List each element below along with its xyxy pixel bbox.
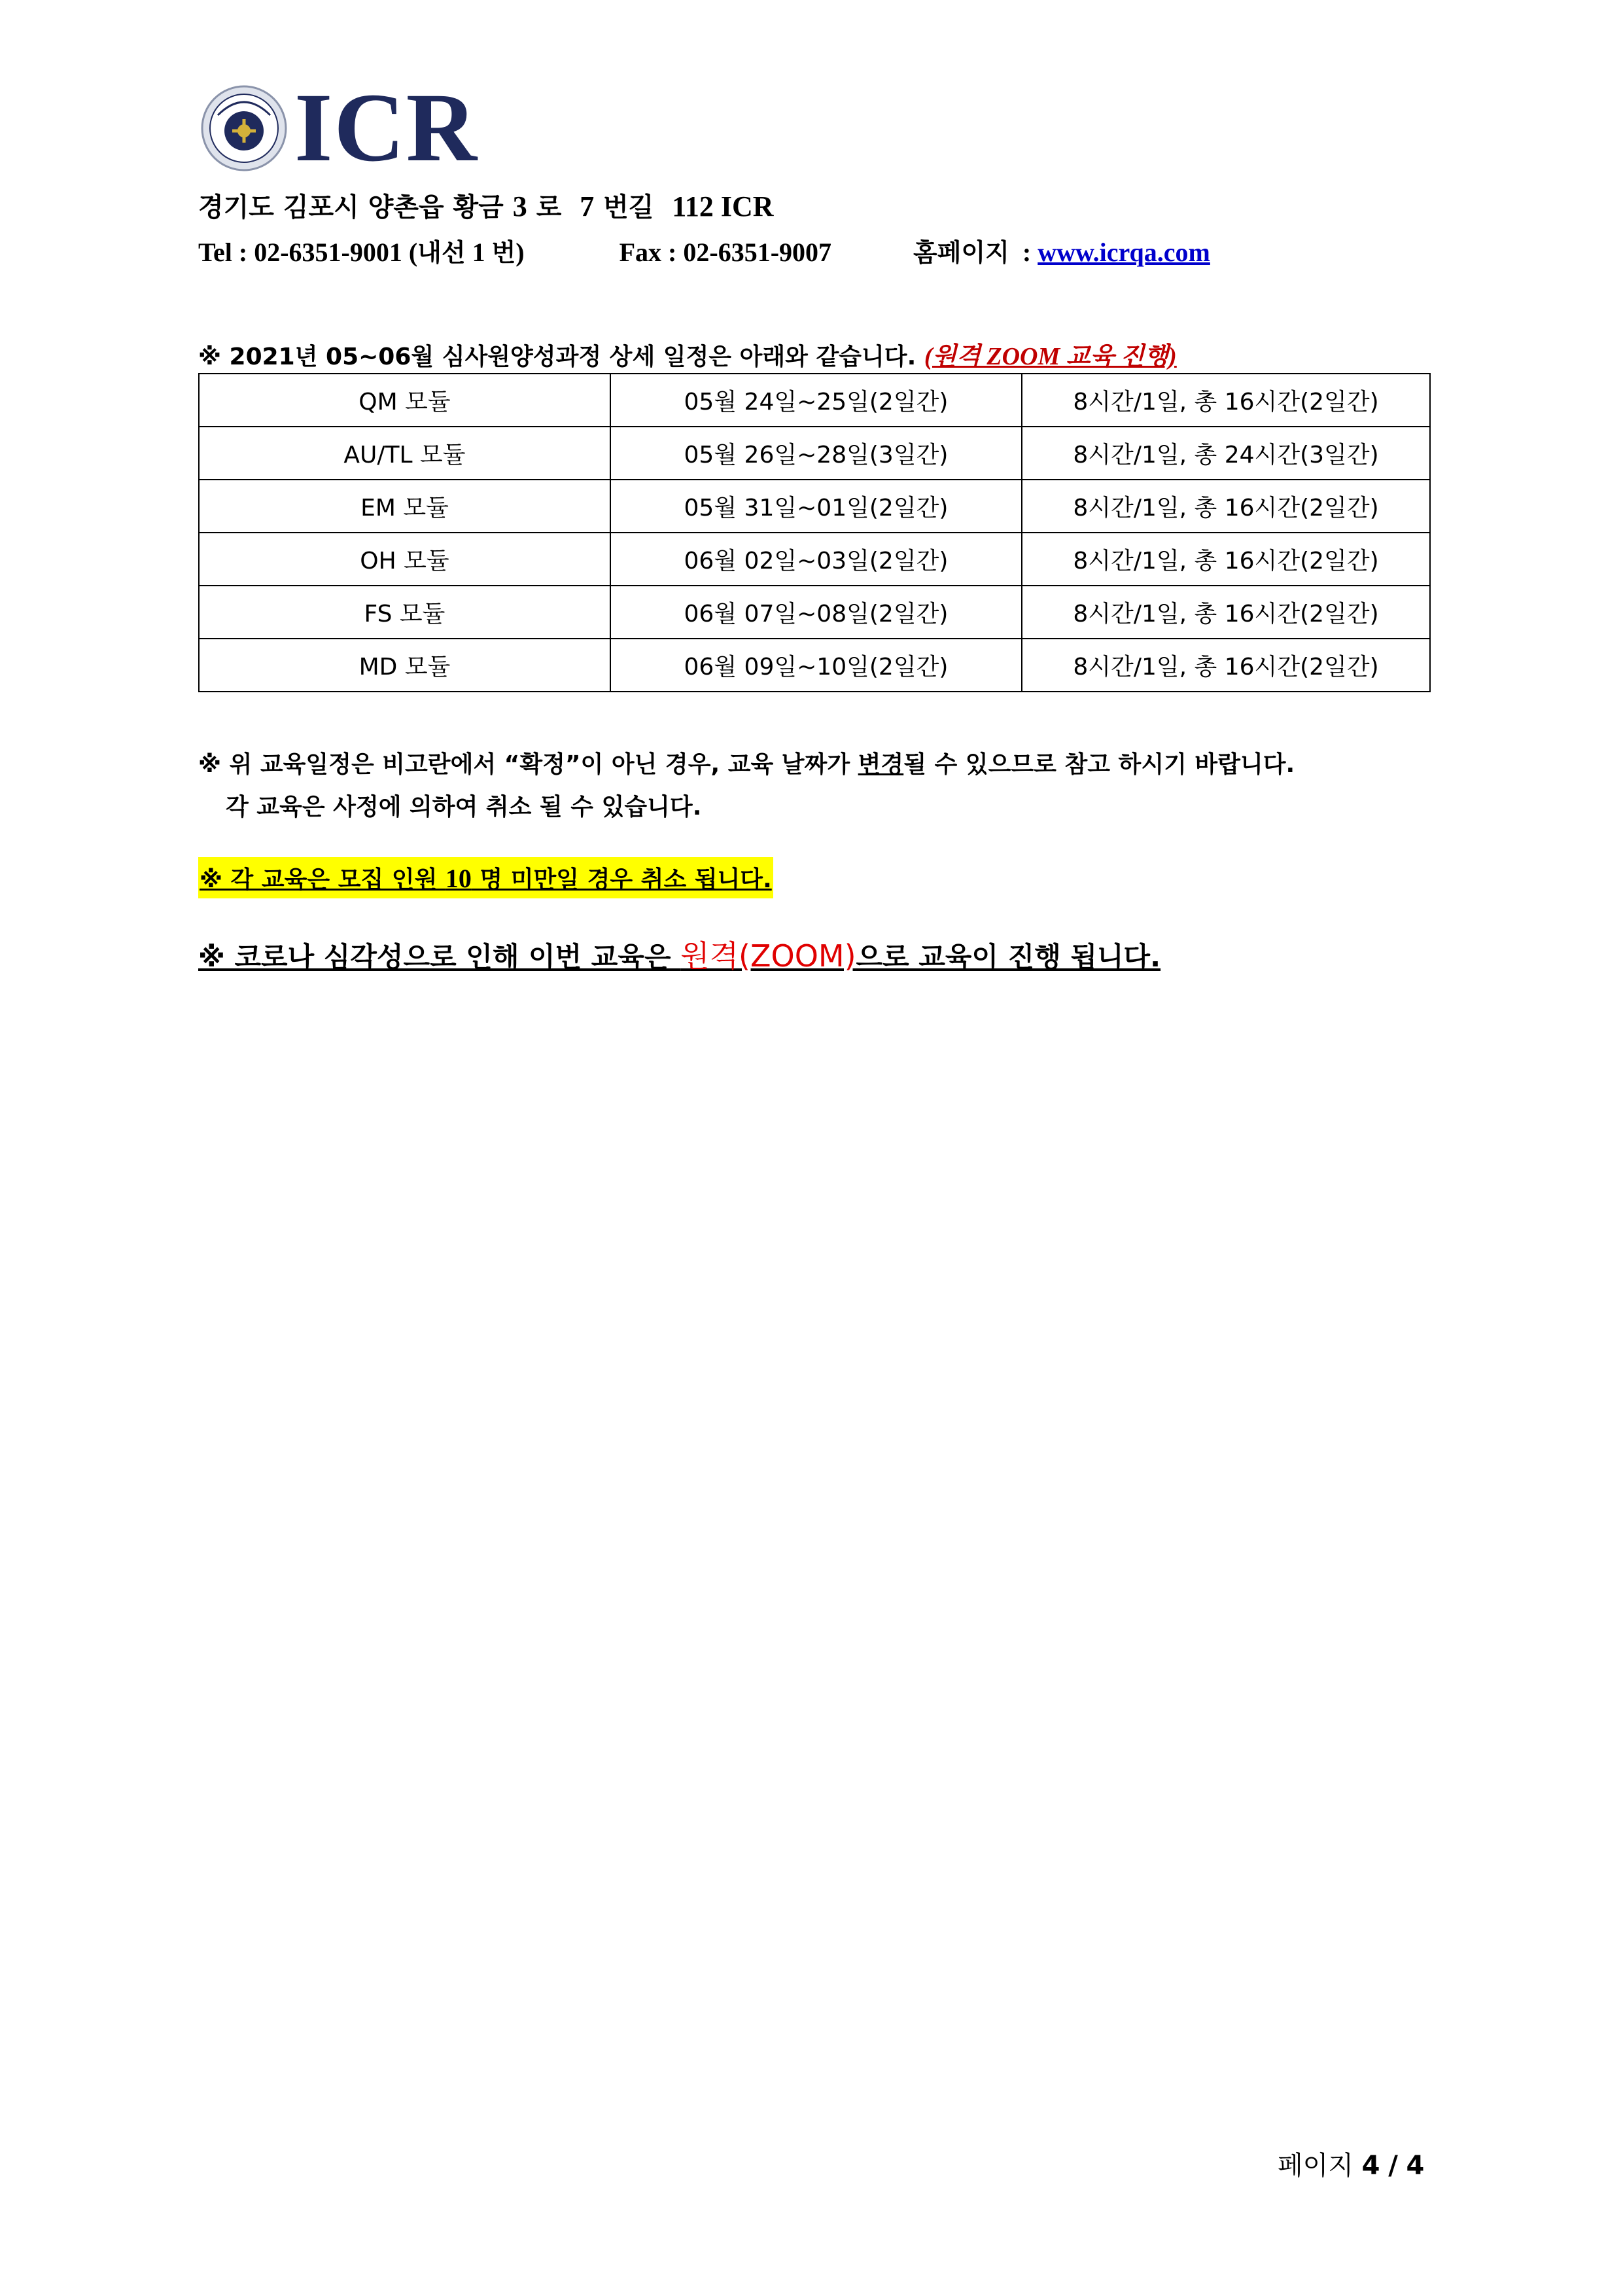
tel-ext-number: 1 xyxy=(472,238,485,267)
note-text: 으로 교육이 진행 됩니다. xyxy=(856,941,1161,973)
fax-number: Fax : 02-6351-9007 xyxy=(619,238,832,267)
table-row xyxy=(199,427,1430,480)
note-underlined: 변경 xyxy=(858,751,904,778)
table-row xyxy=(199,533,1430,586)
note-text: 명 미만일 경우 취소 됩니다. xyxy=(471,866,772,893)
tel-ext-unit: 번 xyxy=(491,238,516,267)
cancellation-note: 각 교육은 사정에 의하여 취소 될 수 있습니다. xyxy=(226,794,702,821)
page-label: 페이지 xyxy=(1278,2151,1353,2181)
hours-cell: 8시간/1일, 총 24시간(3일간) xyxy=(1022,427,1430,480)
remote-note: (원격 ZOOM 교육 진행) xyxy=(924,343,1177,370)
schedule-intro xyxy=(198,336,1177,372)
tel-close: ) xyxy=(515,238,525,267)
min-enrollment-note xyxy=(198,857,773,898)
table-row xyxy=(199,480,1430,533)
note-text: ※ 코로나 심각성으로 인해 이번 교육은 xyxy=(198,941,681,973)
homepage-link[interactable]: www.icrqa.com xyxy=(1038,238,1210,267)
dates-cell: 05월 26일~28일(3일간) xyxy=(610,427,1022,480)
logo-wordmark: ICR xyxy=(294,73,479,182)
remote-education-note xyxy=(198,932,1161,976)
dates-cell: 06월 07일~08일(2일간) xyxy=(610,586,1022,639)
address-number: 112 ICR xyxy=(672,190,774,222)
address-text: 로 xyxy=(536,192,562,222)
page-sep: / xyxy=(1388,2151,1398,2181)
module-cell: AU/TL 모듈 xyxy=(199,427,610,480)
module-cell: MD 모듈 xyxy=(199,639,610,692)
homepage-sep: : xyxy=(1022,238,1032,267)
page-current: 4 xyxy=(1361,2151,1380,2181)
address-number: 7 xyxy=(580,190,595,222)
dates-cell: 06월 09일~10일(2일간) xyxy=(610,639,1022,692)
hours-cell: 8시간/1일, 총 16시간(2일간) xyxy=(1022,533,1430,586)
hours-cell: 8시간/1일, 총 16시간(2일간) xyxy=(1022,374,1430,427)
note-text: ※ 각 교육은 모집 인원 xyxy=(200,866,445,893)
icr-seal-icon xyxy=(200,84,291,172)
note-number: 10 xyxy=(445,864,472,893)
module-cell: QM 모듈 xyxy=(199,374,610,427)
contact-line xyxy=(198,232,1210,268)
address-line xyxy=(198,186,774,224)
dates-cell: 06월 02일~03일(2일간) xyxy=(610,533,1022,586)
address-text: 경기도 김포시 양촌읍 황금 xyxy=(198,192,504,222)
tel-ext: 내선 xyxy=(417,238,466,267)
schedule-table xyxy=(198,373,1431,692)
page-total: 4 xyxy=(1406,2151,1425,2181)
intro-text: ※ 2021년 05~06월 심사원양성과정 상세 일정은 아래와 같습니다. xyxy=(198,344,916,370)
table-row xyxy=(199,639,1430,692)
note-text: ※ 위 교육일정은 비고란에서 “확정”이 아닌 경우, 교육 날짜가 xyxy=(198,751,858,778)
note-text: 될 수 있으므로 참고 하시기 바랍니다. xyxy=(903,751,1295,778)
note-remote-highlight: 원격(ZOOM) xyxy=(680,938,856,974)
schedule-table-body xyxy=(199,374,1430,692)
hours-cell: 8시간/1일, 총 16시간(2일간) xyxy=(1022,480,1430,533)
page-number xyxy=(1278,2145,1424,2182)
hours-cell: 8시간/1일, 총 16시간(2일간) xyxy=(1022,639,1430,692)
dates-cell: 05월 24일~25일(2일간) xyxy=(610,374,1022,427)
module-cell: EM 모듈 xyxy=(199,480,610,533)
module-cell: FS 모듈 xyxy=(199,586,610,639)
schedule-change-note xyxy=(198,746,1295,779)
table-row xyxy=(199,374,1430,427)
dates-cell: 05월 31일~01일(2일간) xyxy=(610,480,1022,533)
hours-cell: 8시간/1일, 총 16시간(2일간) xyxy=(1022,586,1430,639)
module-cell: OH 모듈 xyxy=(199,533,610,586)
table-row xyxy=(199,586,1430,639)
address-text: 번길 xyxy=(603,192,654,222)
tel-label: Tel : 02-6351-9001 ( xyxy=(198,238,418,267)
homepage-label: 홈페이지 xyxy=(913,238,1009,267)
address-number: 3 xyxy=(512,190,527,222)
